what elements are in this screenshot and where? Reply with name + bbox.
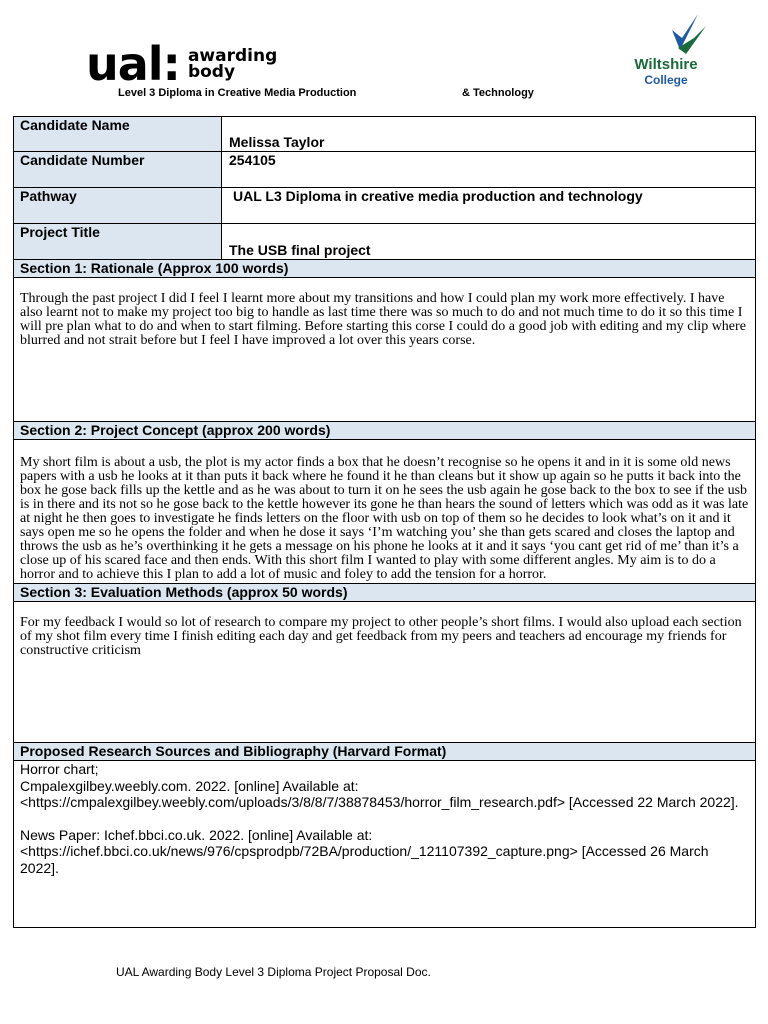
- wiltshire-college-logo-text: [624, 57, 708, 88]
- candidate-number-row: [14, 152, 756, 188]
- pathway-value: UAL L3 Diploma in creative media production and technology: [222, 188, 756, 224]
- college-line1: Wiltshire: [634, 56, 698, 73]
- project-title-value: The USB final project: [222, 224, 756, 260]
- research-heading: Proposed Research Sources and Bibliography (Harvard Format): [14, 743, 756, 761]
- ual-logo-word: ual:: [86, 37, 180, 91]
- evaluation-text: For my feedback I would so lot of research to compare my project to other people’s short films. I would also upload each section of my shot film every time I finish editing each day and get feedback from my peers and teachers ad encourage my friends for constructive criticism: [14, 602, 756, 743]
- ual-logo-line1: awarding: [187, 46, 278, 66]
- diploma-title-part1: Level 3 Diploma in Creative Media Production: [118, 87, 357, 99]
- page-footer: UAL Awarding Body Level 3 Diploma Project Proposal Doc.: [116, 965, 431, 979]
- candidate-number-label: Candidate Number: [14, 152, 222, 188]
- bibliography-list: [14, 761, 756, 928]
- evaluation-heading: Section 3: Evaluation Methods (approx 50 words): [14, 584, 756, 602]
- bibliography-entry: Cmpalexgilbey.weebly.com. 2022. [online] Available at: <https://cmpalexgilbey.weebly.com/uploads/3/8/8/7/38878453/horror_film_research.pdf> [Accessed 22 March 2022].: [20, 777, 739, 810]
- concept-heading: Section 2: Project Concept (approx 200 words): [14, 422, 756, 440]
- college-line2: College: [644, 73, 688, 87]
- diploma-title-part2: & Technology: [462, 87, 534, 99]
- project-title-row: [14, 224, 756, 260]
- candidate-name-row: [14, 117, 756, 152]
- project-title-label: Project Title: [14, 224, 222, 260]
- candidate-number-value: 254105: [222, 152, 756, 188]
- bibliography-entry: News Paper: Ichef.bbci.co.uk. 2022. [online] Available at: <https://ichef.bbci.co.uk/news/976/cpsprodpb/72BA/production/_121107392_capture.png> [Accessed 26 March 2022].: [20, 826, 709, 876]
- pathway-label: Pathway: [14, 188, 222, 224]
- ual-logo: [86, 37, 278, 91]
- bibliography-entry: Horror chart;: [20, 761, 99, 777]
- candidate-name-value: Melissa Taylor: [222, 117, 756, 152]
- concept-text: My short film is about a usb, the plot is my actor finds a box that he doesn’t recognise so he opens it and in it is some old news papers with a usb he looks at it than puts it back where he found it he than cleans but it show up again so he putts it back into the box he gose back fills up the kettle and as he was about to turn it on he sees the usb again he gose back to the box to see if the usb is in there and its not so he gose back to the kettle however its gone he than hears the sound of letters which was odd as it was late at night he then goes to investigate he finds letters on the floor with usb on top of them so he decides to look what’s on it and it says open me so he opens the folder and when he dose it says ‘I’m watching you’ she than gets scared and closes the laptop and throws the usb as he’s overthinking it he gets a message on his phone he looks at it and it says ‘you cant get rid of me’ than it’s a close up of his scared face and then ends. With this short film I wanted to play with some different angles. My aim is to do a horror and to achieve this I plan to add a lot of music and foley to add the tension for a horror.: [14, 440, 756, 584]
- ual-logo-sub: [188, 48, 277, 80]
- rationale-text: Through the past project I did I feel I learnt more about my transitions and how I could plan my work more effectively. I have also learnt not to make my project too big to handle as last time there was so much to do and not much time to do it so this time I will pre plan what to do and when to start filming. Before starting this corse I could do a good job with editing and my clip where blurred and not strait before but I feel I have improved a lot over this years corse.: [14, 278, 756, 422]
- proposal-form: [13, 116, 756, 928]
- candidate-name-label: Candidate Name: [14, 117, 222, 152]
- pathway-row: [14, 188, 756, 224]
- ual-logo-line2: body: [187, 62, 236, 82]
- rationale-heading: Section 1: Rationale (Approx 100 words): [14, 260, 756, 278]
